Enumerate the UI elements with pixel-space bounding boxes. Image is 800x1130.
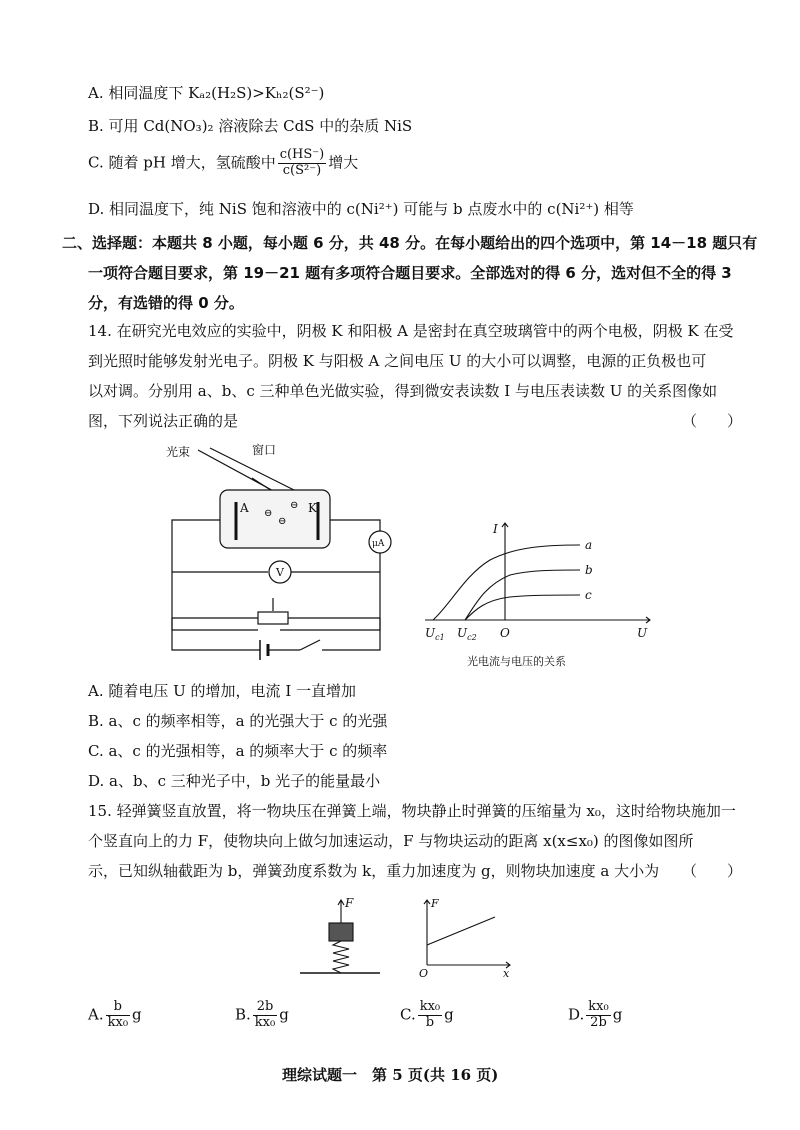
curve-a — [433, 545, 580, 620]
fraction-numerator: 2b — [253, 1000, 277, 1016]
switch — [300, 640, 320, 650]
photocurrent-voltage-graph — [415, 515, 660, 675]
spring — [333, 941, 349, 973]
anode-label: A — [240, 501, 249, 515]
q14-stem-line-1: 14. 在研究光电效应的实验中，阴极 K 和阳极 A 是密封在真空玻璃管中的两个电极，阴极 K 在受 — [88, 322, 734, 340]
option-label: A. — [88, 1005, 104, 1024]
wire-battery-left — [172, 618, 260, 650]
q15-option-a — [88, 1000, 142, 1031]
rheostat — [258, 612, 288, 624]
q13-option-c-pre: C. 随着 pH 增大，氢硫酸中 — [88, 153, 276, 172]
electron-icon: ⊖ — [264, 508, 273, 519]
electron-icon: ⊖ — [278, 516, 287, 527]
microammeter-label: μA — [372, 539, 385, 549]
option-tail: g — [132, 1005, 142, 1024]
graph-caption: 光电流与电压的关系 — [467, 655, 566, 668]
curve-c — [465, 595, 580, 620]
cathode-label: K — [308, 501, 317, 515]
option-tail: g — [279, 1005, 289, 1024]
option-fraction — [253, 1000, 277, 1031]
option-label: C. — [400, 1005, 416, 1024]
q15-answer-bracket: （ ） — [682, 862, 743, 880]
q14-option-d: D. a、b、c 三种光子中，b 光子的能量最小 — [88, 772, 381, 790]
q14-option-c: C. a、c 的光强相等，a 的频率大于 c 的频率 — [88, 742, 388, 760]
q15-option-b — [235, 1000, 289, 1031]
q14-stem-line-4: 图，下列说法正确的是 — [88, 412, 239, 430]
origin-label: O — [419, 967, 429, 980]
block — [329, 923, 353, 941]
q14-option-a: A. 随着电压 U 的增加，电流 I 一直增加 — [88, 682, 357, 700]
uc2-label: $U_{c2}$ — [457, 626, 477, 642]
option-label: D. — [568, 1005, 585, 1024]
section-header-line-1: 二、选择题：本题共 8 小题，每小题 6 分，共 48 分。在每小题给出的四个选项中，第 14－18 题只有 — [62, 234, 758, 252]
q14-stem-line-3: 以对调。分别用 a、b、c 三种单色光做实验，得到微安表读数 I 与电压表读数 U 的关系图像如 — [88, 382, 718, 400]
q15-stem-line-3: 示，已知纵轴截距为 b，弹簧劲度系数为 k，重力加速度为 g，则物块加速度 a 大小为 — [88, 862, 660, 880]
fraction-denominator: kx₀ — [107, 1014, 129, 1030]
option-fraction — [106, 1000, 130, 1031]
fraction-numerator: b — [106, 1000, 130, 1016]
fraction-numerator: kx₀ — [588, 999, 609, 1014]
axis-f-label: F — [431, 897, 439, 910]
fraction-numerator: c(HS⁻) — [279, 147, 325, 162]
q14-stem-line-2: 到光照时能够发射光电子。阴极 K 与阳极 A 之间电压 U 的大小可以调整，电源的正负极也可 — [88, 352, 707, 370]
curve-b-label: b — [585, 563, 593, 577]
curve-a-label: a — [585, 538, 593, 552]
window-label: 窗口 — [252, 443, 277, 457]
axis-x-label: x — [503, 967, 510, 980]
voltmeter-label: V — [276, 566, 284, 579]
option-label: B. — [235, 1005, 251, 1024]
q15-stem-line-2: 个竖直向上的力 F，使物块向上做匀加速运动，F 与物块运动的距离 x(x≤x₀) 的图像如图所 — [88, 832, 694, 850]
wire-switch-right — [322, 618, 380, 650]
option-tail: g — [444, 1005, 454, 1024]
light-beam-label: 光束 — [166, 445, 191, 459]
q13-option-c — [88, 148, 358, 179]
option-fraction — [586, 1000, 610, 1031]
page-footer: 理综试题一 第 5 页(共 16 页) — [282, 1066, 499, 1084]
spring-block-figure — [295, 895, 385, 985]
fraction-denominator: kx₀ — [254, 1014, 276, 1030]
photoelectric-circuit-figure — [160, 440, 400, 670]
q15-stem-line-1: 15. 轻弹簧竖直放置，将一物块压在弹簧上端，物块静止时弹簧的压缩量为 x₀，这时给物块施加一 — [88, 802, 736, 820]
q13-option-c-post: 增大 — [328, 153, 359, 172]
q15-option-d — [568, 1000, 622, 1031]
option-fraction — [418, 1000, 442, 1031]
q14-answer-bracket: （ ） — [682, 412, 743, 430]
f-x-line — [427, 917, 495, 945]
uc1-label: $U_{c1}$ — [425, 626, 445, 642]
q13-option-a: A. 相同温度下 Kₐ₂(H₂S)>Kₕ₂(S²⁻) — [88, 84, 325, 102]
q13-option-b: B. 可用 Cd(NO₃)₂ 溶液除去 CdS 中的杂质 NiS — [88, 117, 413, 135]
curve-c-label: c — [585, 588, 592, 602]
origin-label: O — [500, 626, 510, 640]
force-label: F — [345, 896, 354, 910]
fraction-denominator: b — [425, 1014, 435, 1030]
fraction-denominator: c(S²⁻) — [282, 162, 322, 178]
section-header-line-3: 分，有选错的得 0 分。 — [88, 294, 244, 312]
fraction-denominator: 2b — [590, 1014, 607, 1030]
fraction-numerator: kx₀ — [419, 999, 441, 1014]
q14-option-b: B. a、c 的频率相等，a 的光强大于 c 的光强 — [88, 712, 388, 730]
x-axis-label: U — [637, 626, 648, 640]
electron-icon: ⊖ — [290, 500, 299, 511]
q15-option-c — [400, 1000, 454, 1031]
q13-option-c-fraction — [278, 148, 327, 179]
force-distance-graph — [415, 895, 515, 980]
q13-option-d: D. 相同温度下，纯 NiS 饱和溶液中的 c(Ni²⁺) 可能与 b 点废水中的 c(Ni²⁺) 相等 — [88, 200, 634, 218]
option-tail: g — [612, 1005, 623, 1024]
section-header-line-2: 一项符合题目要求，第 19－21 题有多项符合题目要求。全部选对的得 6 分，选对但不全的得 3 — [88, 264, 732, 282]
y-axis-label: I — [493, 522, 498, 536]
